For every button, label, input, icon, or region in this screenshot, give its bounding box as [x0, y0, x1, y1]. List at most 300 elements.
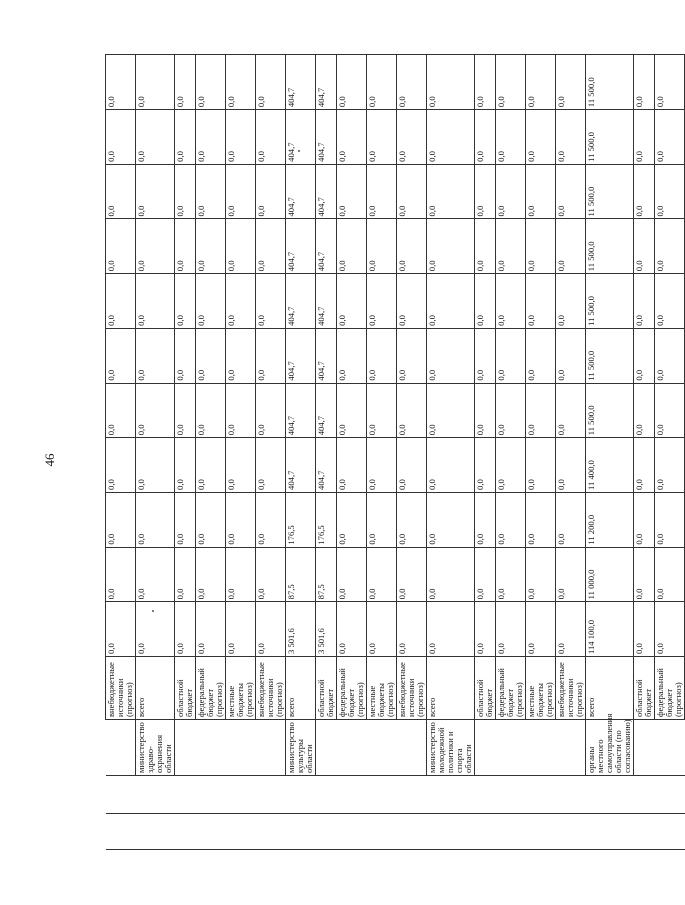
blank-cell-2 — [367, 776, 397, 814]
value-cell: 0,0 — [526, 164, 556, 219]
blank-cell-2 — [655, 776, 685, 814]
source-cell: всего — [427, 657, 475, 720]
value-cell: 0,0 — [256, 110, 286, 165]
value-cell: 0,0 — [526, 492, 556, 547]
blank-cell-2 — [634, 776, 655, 814]
value-cell: 0,0 — [175, 602, 196, 657]
value-cell: 11 500,0 — [586, 164, 634, 219]
value-cell: 0,0 — [655, 492, 685, 547]
value-cell: 11 500,0 — [586, 110, 634, 165]
value-cell: 0,0 — [556, 438, 586, 493]
blank-cell-2 — [106, 776, 136, 814]
value-cell: 0,0 — [397, 383, 427, 438]
value-cell: 0,0 — [427, 110, 475, 165]
value-cell: 0,0 — [106, 219, 136, 274]
org-cell — [526, 720, 556, 776]
org-cell: министерство культуры области — [286, 720, 316, 776]
table-row — [634, 55, 655, 850]
source-cell: внебюджетные источники (прогноз) — [256, 657, 286, 720]
value-cell: 0,0 — [337, 438, 367, 493]
value-cell: 0,0 — [175, 110, 196, 165]
table-row — [586, 55, 634, 850]
value-cell: 0,0 — [256, 328, 286, 383]
value-cell: 0,0 — [337, 383, 367, 438]
value-cell: 11 200,0 — [586, 492, 634, 547]
source-cell: областной бюджет — [175, 657, 196, 720]
source-cell: всего — [586, 657, 634, 720]
value-cell: 0,0 — [526, 55, 556, 110]
value-cell: 0,0 — [556, 274, 586, 329]
value-cell: 0,0 — [226, 219, 256, 274]
blank-cell-1 — [397, 814, 427, 850]
value-cell: 0,0 — [397, 219, 427, 274]
org-cell — [196, 720, 226, 776]
blank-cell-1 — [367, 814, 397, 850]
value-cell: 0,0 — [397, 328, 427, 383]
value-cell: 0,0 — [226, 55, 256, 110]
blank-cell-2 — [397, 776, 427, 814]
value-cell: 0,0 — [526, 383, 556, 438]
value-cell: 0,0 — [367, 438, 397, 493]
value-cell: 0,0 — [655, 55, 685, 110]
value-cell: 0,0 — [397, 438, 427, 493]
value-cell: 0,0 — [256, 438, 286, 493]
value-cell: 404,7 — [286, 110, 316, 165]
value-cell: 0,0 — [475, 328, 496, 383]
source-cell: областной бюджет — [634, 657, 655, 720]
blank-cell-2 — [256, 776, 286, 814]
blank-cell-1 — [427, 814, 475, 850]
value-cell: 0,0 — [256, 55, 286, 110]
value-cell: 0,0 — [337, 492, 367, 547]
value-cell: 0,0 — [256, 492, 286, 547]
value-cell: 0,0 — [655, 328, 685, 383]
value-cell: 0,0 — [136, 492, 175, 547]
value-cell: 0,0 — [556, 219, 586, 274]
blank-cell-2 — [586, 776, 634, 814]
value-cell: 0,0 — [256, 547, 286, 602]
value-cell: 0,0 — [175, 55, 196, 110]
value-cell: 0,0 — [367, 602, 397, 657]
value-cell: 0,0 — [175, 492, 196, 547]
value-cell: 87,5 — [316, 547, 337, 602]
value-cell: 0,0 — [175, 383, 196, 438]
value-cell: 0,0 — [427, 602, 475, 657]
source-cell: всего — [136, 657, 175, 720]
blank-cell-1 — [496, 814, 526, 850]
table-row — [496, 55, 526, 850]
value-cell: 404,7 — [286, 164, 316, 219]
value-cell: 3 501,6 — [286, 602, 316, 657]
value-cell: 0,0 — [475, 602, 496, 657]
blank-cell-1 — [136, 814, 175, 850]
blank-cell-1 — [475, 814, 496, 850]
blank-cell-2 — [196, 776, 226, 814]
value-cell: 0,0 — [634, 547, 655, 602]
value-cell: 0,0 — [496, 383, 526, 438]
blank-cell-2 — [526, 776, 556, 814]
org-cell — [655, 720, 685, 776]
value-cell: 11 000,0 — [586, 547, 634, 602]
value-cell: 0,0 — [397, 602, 427, 657]
table-row — [367, 55, 397, 850]
table-row — [136, 55, 175, 850]
value-cell: 0,0 — [136, 274, 175, 329]
blank-cell-1 — [526, 814, 556, 850]
value-cell: 176,5 — [286, 492, 316, 547]
blank-cell-1 — [655, 814, 685, 850]
org-cell — [556, 720, 586, 776]
value-cell: 0,0 — [427, 492, 475, 547]
blank-cell-1 — [337, 814, 367, 850]
value-cell: 0,0 — [526, 438, 556, 493]
value-cell: 0,0 — [475, 164, 496, 219]
value-cell: 0,0 — [655, 110, 685, 165]
value-cell: 0,0 — [256, 219, 286, 274]
value-cell: 0,0 — [526, 219, 556, 274]
value-cell: 0,0 — [634, 328, 655, 383]
value-cell: 0,0 — [634, 492, 655, 547]
blank-cell-2 — [316, 776, 337, 814]
value-cell: 114 100,0 — [586, 602, 634, 657]
org-cell: министерство молодежной политики и спорта области — [427, 720, 475, 776]
value-cell: 0,0 — [337, 547, 367, 602]
value-cell: 0,0 — [634, 383, 655, 438]
value-cell: 0,0 — [634, 164, 655, 219]
value-cell: 0,0 — [106, 55, 136, 110]
value-cell: 0,0 — [655, 164, 685, 219]
value-cell: 0,0 — [367, 55, 397, 110]
value-cell: 0,0 — [337, 602, 367, 657]
value-cell: 0,0 — [367, 383, 397, 438]
blank-cell-2 — [556, 776, 586, 814]
value-cell: 0,0 — [367, 219, 397, 274]
value-cell: 0,0 — [226, 547, 256, 602]
value-cell: 0,0 — [106, 492, 136, 547]
value-cell: 0,0 — [196, 602, 226, 657]
source-cell: внебюджетные источники (прогноз) — [106, 657, 136, 720]
value-cell: 404,7 — [286, 219, 316, 274]
source-cell: местные бюджеты (прогноз) — [367, 657, 397, 720]
value-cell: 0,0 — [634, 110, 655, 165]
budget-table — [105, 54, 685, 850]
blank-cell-1 — [196, 814, 226, 850]
value-cell: 404,7 — [286, 328, 316, 383]
value-cell: 0,0 — [175, 328, 196, 383]
org-cell: министерство здраво-охранения области — [136, 720, 175, 776]
blank-cell-1 — [106, 814, 136, 850]
blank-cell-1 — [556, 814, 586, 850]
value-cell: 0,0 — [496, 274, 526, 329]
blank-cell-2 — [427, 776, 475, 814]
value-cell: 0,0 — [526, 274, 556, 329]
value-cell: 11 500,0 — [586, 328, 634, 383]
value-cell: 0,0 — [475, 55, 496, 110]
value-cell: 0,0 — [655, 274, 685, 329]
value-cell: 0,0 — [367, 547, 397, 602]
value-cell: 0,0 — [226, 438, 256, 493]
value-cell: 404,7 — [316, 164, 337, 219]
value-cell: 0,0 — [226, 164, 256, 219]
value-cell: 0,0 — [397, 274, 427, 329]
org-cell — [175, 720, 196, 776]
value-cell: 0,0 — [367, 492, 397, 547]
value-cell: 0,0 — [337, 328, 367, 383]
value-cell: 0,0 — [106, 110, 136, 165]
rotated-table-area — [105, 55, 683, 850]
org-cell — [106, 720, 136, 776]
value-cell: 0,0 — [475, 438, 496, 493]
table-row — [475, 55, 496, 850]
value-cell: 0,0 — [556, 492, 586, 547]
value-cell: 0,0 — [367, 328, 397, 383]
value-cell: 0,0 — [226, 602, 256, 657]
blank-cell-1 — [316, 814, 337, 850]
blank-cell-1 — [286, 814, 316, 850]
value-cell: 0,0 — [106, 383, 136, 438]
blank-cell-2 — [337, 776, 367, 814]
value-cell: 0,0 — [367, 274, 397, 329]
blank-cell-1 — [175, 814, 196, 850]
value-cell: 0,0 — [475, 492, 496, 547]
table-row — [286, 55, 316, 850]
value-cell: 404,7 — [286, 274, 316, 329]
value-cell: 0,0 — [196, 164, 226, 219]
value-cell: 404,7 — [316, 383, 337, 438]
value-cell: 0,0 — [136, 383, 175, 438]
value-cell: 0,0 — [634, 274, 655, 329]
value-cell: 176,5 — [316, 492, 337, 547]
value-cell: 0,0 — [427, 547, 475, 602]
table-row — [316, 55, 337, 850]
value-cell: 0,0 — [526, 110, 556, 165]
source-cell: федеральный бюджет (прогноз) — [496, 657, 526, 720]
value-cell: 0,0 — [634, 602, 655, 657]
source-cell: федеральный бюджет (прогноз) — [337, 657, 367, 720]
value-cell: 0,0 — [226, 274, 256, 329]
table-row — [397, 55, 427, 850]
org-cell — [256, 720, 286, 776]
table-row — [427, 55, 475, 850]
value-cell: 0,0 — [475, 219, 496, 274]
value-cell: 404,7 — [316, 55, 337, 110]
value-cell: 0,0 — [196, 492, 226, 547]
value-cell: 0,0 — [136, 55, 175, 110]
blank-cell-2 — [175, 776, 196, 814]
value-cell: 404,7 — [286, 383, 316, 438]
value-cell: 0,0 — [397, 110, 427, 165]
value-cell: 0,0 — [136, 110, 175, 165]
value-cell: 0,0 — [196, 438, 226, 493]
value-cell: 0,0 — [556, 55, 586, 110]
value-cell: 0,0 — [475, 110, 496, 165]
org-cell — [367, 720, 397, 776]
value-cell: 0,0 — [526, 328, 556, 383]
value-cell: 0,0 — [496, 602, 526, 657]
value-cell: 0,0 — [256, 383, 286, 438]
value-cell: 0,0 — [634, 438, 655, 493]
value-cell: 0,0 — [196, 219, 226, 274]
value-cell: 0,0 — [106, 547, 136, 602]
value-cell: 0,0 — [634, 219, 655, 274]
org-cell — [316, 720, 337, 776]
value-cell: 0,0 — [136, 219, 175, 274]
value-cell: 0,0 — [556, 547, 586, 602]
value-cell: 0,0 — [427, 274, 475, 329]
value-cell: 11 500,0 — [586, 219, 634, 274]
blank-cell-2 — [496, 776, 526, 814]
value-cell: 0,0 — [427, 328, 475, 383]
value-cell: 0,0 — [655, 547, 685, 602]
value-cell: 0,0 — [226, 383, 256, 438]
value-cell: 0,0 — [496, 164, 526, 219]
value-cell: 0,0 — [556, 164, 586, 219]
org-cell — [226, 720, 256, 776]
org-cell — [475, 720, 496, 776]
table-row — [556, 55, 586, 850]
value-cell: 0,0 — [397, 547, 427, 602]
value-cell: 0,0 — [106, 328, 136, 383]
table-row — [256, 55, 286, 850]
value-cell: 87,5 — [286, 547, 316, 602]
value-cell: 0,0 — [196, 274, 226, 329]
value-cell: 0,0 — [175, 438, 196, 493]
table-row — [337, 55, 367, 850]
blank-cell-2 — [226, 776, 256, 814]
blank-cell-1 — [586, 814, 634, 850]
source-cell: федеральный бюджет (прогноз) — [655, 657, 685, 720]
blank-cell-2 — [286, 776, 316, 814]
value-cell: 0,0 — [496, 219, 526, 274]
value-cell: 0,0 — [556, 383, 586, 438]
value-cell: 0,0 — [196, 110, 226, 165]
org-cell — [634, 720, 655, 776]
blank-cell-2 — [475, 776, 496, 814]
value-cell: 0,0 — [655, 219, 685, 274]
value-cell: 11 400,0 — [586, 438, 634, 493]
value-cell: 0,0 — [175, 164, 196, 219]
table-row — [196, 55, 226, 850]
value-cell: 11 500,0 — [586, 274, 634, 329]
value-cell: 0,0 — [226, 492, 256, 547]
value-cell: 0,0 — [367, 164, 397, 219]
value-cell: 0,0 — [136, 547, 175, 602]
value-cell: 0,0 — [427, 55, 475, 110]
source-cell: местные бюджеты (прогноз) — [226, 657, 256, 720]
org-cell — [496, 720, 526, 776]
value-cell: 0,0 — [136, 438, 175, 493]
value-cell: 0,0 — [496, 492, 526, 547]
value-cell: 0,0 — [397, 164, 427, 219]
org-cell — [337, 720, 367, 776]
value-cell: 0,0 — [367, 110, 397, 165]
value-cell: 0,0 — [256, 164, 286, 219]
value-cell: 0,0 — [256, 602, 286, 657]
value-cell: 0,0 — [136, 164, 175, 219]
value-cell: 0,0 — [475, 274, 496, 329]
value-cell: 0,0 — [136, 602, 175, 657]
value-cell: 404,7 — [316, 274, 337, 329]
value-cell: 0,0 — [397, 55, 427, 110]
value-cell: 0,0 — [106, 602, 136, 657]
value-cell: 0,0 — [196, 328, 226, 383]
source-cell: федеральный бюджет (прогноз) — [196, 657, 226, 720]
value-cell: 0,0 — [226, 328, 256, 383]
value-cell: 0,0 — [175, 547, 196, 602]
value-cell: 0,0 — [655, 602, 685, 657]
source-cell: всего — [286, 657, 316, 720]
value-cell: 0,0 — [196, 547, 226, 602]
value-cell: 0,0 — [337, 110, 367, 165]
value-cell: 0,0 — [397, 492, 427, 547]
source-cell: местные бюджеты (прогноз) — [526, 657, 556, 720]
value-cell: 0,0 — [337, 274, 367, 329]
value-cell: 0,0 — [196, 383, 226, 438]
value-cell: 0,0 — [427, 438, 475, 493]
value-cell: 0,0 — [526, 602, 556, 657]
value-cell: 0,0 — [655, 438, 685, 493]
value-cell: 404,7 — [286, 438, 316, 493]
value-cell: 0,0 — [196, 55, 226, 110]
value-cell: 0,0 — [427, 219, 475, 274]
value-cell: 0,0 — [337, 219, 367, 274]
table-row — [655, 55, 685, 850]
blank-cell-1 — [256, 814, 286, 850]
source-cell: внебюджетные источники (прогноз) — [556, 657, 586, 720]
value-cell: 11 500,0 — [586, 383, 634, 438]
value-cell: 0,0 — [634, 55, 655, 110]
value-cell: 0,0 — [226, 110, 256, 165]
value-cell: 404,7 — [286, 55, 316, 110]
value-cell: 0,0 — [526, 547, 556, 602]
table-row — [175, 55, 196, 850]
source-cell: областной бюджет — [475, 657, 496, 720]
blank-cell-2 — [136, 776, 175, 814]
value-cell: 0,0 — [175, 219, 196, 274]
value-cell: 0,0 — [106, 274, 136, 329]
value-cell: 0,0 — [496, 438, 526, 493]
value-cell: 0,0 — [136, 328, 175, 383]
value-cell: 404,7 — [316, 110, 337, 165]
value-cell: 0,0 — [106, 438, 136, 493]
value-cell: 0,0 — [496, 110, 526, 165]
table-row — [106, 55, 136, 850]
source-cell: областной бюджет — [316, 657, 337, 720]
value-cell: 0,0 — [496, 328, 526, 383]
value-cell: 0,0 — [475, 383, 496, 438]
value-cell: 0,0 — [427, 383, 475, 438]
value-cell: 0,0 — [175, 274, 196, 329]
org-cell: органы местного самоуправления области (по согласованию) — [586, 720, 634, 776]
blank-cell-1 — [634, 814, 655, 850]
value-cell: 0,0 — [655, 383, 685, 438]
page-number: 46 — [42, 453, 57, 467]
value-cell: 404,7 — [316, 219, 337, 274]
table-row — [226, 55, 256, 850]
org-cell — [397, 720, 427, 776]
value-cell: 404,7 — [316, 438, 337, 493]
value-cell: 404,7 — [316, 328, 337, 383]
value-cell: 0,0 — [475, 547, 496, 602]
source-cell: внебюджетные источники (прогноз) — [397, 657, 427, 720]
value-cell: 0,0 — [556, 602, 586, 657]
table-row — [526, 55, 556, 850]
value-cell: 11 500,0 — [586, 55, 634, 110]
value-cell: 0,0 — [556, 328, 586, 383]
value-cell: 3 501,6 — [316, 602, 337, 657]
value-cell: 0,0 — [106, 164, 136, 219]
value-cell: 0,0 — [496, 547, 526, 602]
